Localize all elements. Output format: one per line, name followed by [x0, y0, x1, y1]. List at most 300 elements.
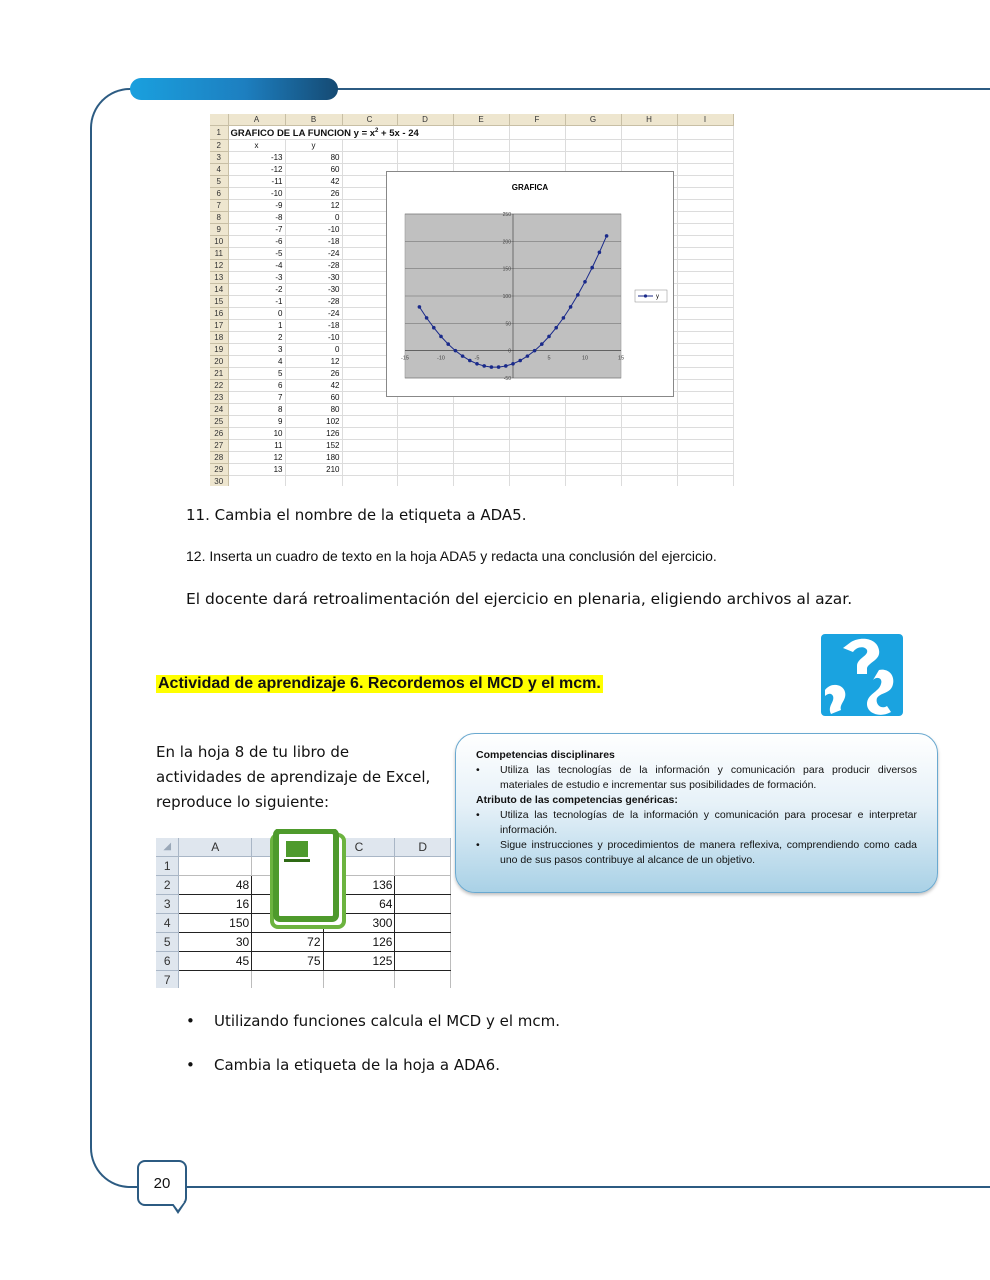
column-header: D: [397, 114, 453, 126]
bullet-item-mcd: • Utilizando funciones calcula el MCD y el mcm.: [186, 1012, 561, 1030]
data-point: [583, 280, 587, 284]
x-value: 12: [228, 452, 285, 464]
x-value: 0: [228, 308, 285, 320]
data-point: [540, 342, 544, 346]
row-number: 16: [210, 308, 228, 320]
cell: [397, 476, 453, 486]
data-point: [598, 250, 602, 254]
cell: [342, 140, 397, 152]
intro-line-1: En la hoja 8 de tu libro de: [156, 743, 350, 761]
table-row: [210, 452, 733, 464]
bullet-text: Utilizando funciones calcula el MCD y el mcm.: [214, 1012, 561, 1030]
data-point: [461, 354, 465, 358]
row-number: 6: [210, 188, 228, 200]
row-number: 7: [210, 200, 228, 212]
data-point: [497, 365, 501, 369]
cell: [621, 152, 677, 164]
atributo-heading: Atributo de las competencias genéricas:: [476, 794, 678, 806]
row-number: 25: [210, 416, 228, 428]
data-point: [439, 335, 443, 339]
header-bar: [130, 78, 338, 100]
cell: [565, 464, 621, 476]
column-header: C: [342, 114, 397, 126]
corner-cell: [210, 114, 228, 126]
data-point: [446, 342, 450, 346]
cell: [677, 416, 733, 428]
cell: [677, 126, 733, 140]
y-tick-label: 200: [502, 239, 511, 246]
cell: [565, 452, 621, 464]
cell: [509, 452, 565, 464]
data-point: [425, 316, 429, 320]
table-cell: 300: [323, 914, 395, 933]
cell: [397, 464, 453, 476]
intro-line-3: reproduce lo siguiente:: [156, 793, 330, 811]
cell: [285, 476, 342, 486]
y-tick-label: 0: [508, 348, 511, 355]
y-value: -24: [285, 248, 342, 260]
cell: [677, 356, 733, 368]
cell: [677, 224, 733, 236]
cell: [453, 476, 509, 486]
cell: [677, 176, 733, 188]
table-cell: 48: [179, 876, 252, 895]
puzzle-icon: [821, 634, 903, 716]
cell: [677, 464, 733, 476]
x-value: -9: [228, 200, 285, 212]
column-header: I: [677, 114, 733, 126]
x-value: -2: [228, 284, 285, 296]
cell: [677, 452, 733, 464]
x-value: 7: [228, 392, 285, 404]
cell: [677, 308, 733, 320]
cell: [395, 876, 451, 895]
y-value: 42: [285, 380, 342, 392]
cell: [453, 464, 509, 476]
data-point: [518, 359, 522, 363]
cell: [397, 152, 453, 164]
cell: [621, 428, 677, 440]
row-number: 3: [210, 152, 228, 164]
cell: [395, 933, 451, 952]
cell: [228, 476, 285, 486]
x-value: 6: [228, 380, 285, 392]
cell: [565, 476, 621, 486]
x-value: -5: [228, 248, 285, 260]
cell: [453, 140, 509, 152]
docente-note: El docente dará retroalimentación del ejercicio en plenaria, eligiendo archivos al azar.: [186, 590, 853, 608]
sheet-title: [228, 126, 453, 140]
x-value: -6: [228, 236, 285, 248]
row-number: 27: [210, 440, 228, 452]
cell: [509, 140, 565, 152]
data-point: [562, 316, 566, 320]
x-value: -8: [228, 212, 285, 224]
cell: [677, 188, 733, 200]
y-value: -30: [285, 284, 342, 296]
atributo-item: • Sigue instrucciones y procedimientos de manera reflexiva, comprendiendo como cada uno de sus pasos contribuye al alcance de un objetivo.: [500, 838, 917, 868]
y-value: 180: [285, 452, 342, 464]
page-number: 20: [137, 1160, 187, 1206]
data-point: [475, 362, 479, 366]
data-point: [576, 293, 580, 297]
table-cell: 136: [323, 876, 395, 895]
intro-line-2: actividades de aprendizaje de Excel,: [156, 768, 431, 786]
x-value: -10: [228, 188, 285, 200]
row-number: 23: [210, 392, 228, 404]
cell: [509, 126, 565, 140]
cell: [395, 895, 451, 914]
cell: [677, 140, 733, 152]
cell: [677, 152, 733, 164]
y-value: 126: [285, 428, 342, 440]
chart-svg: [387, 172, 673, 396]
column-header: H: [621, 114, 677, 126]
x-value: -1: [228, 296, 285, 308]
cell: [323, 971, 395, 989]
cell: [453, 428, 509, 440]
x-tick-label: -5: [474, 355, 480, 362]
row-number: 14: [210, 284, 228, 296]
data-point: [554, 326, 558, 330]
x-value: 10: [228, 428, 285, 440]
y-value: -30: [285, 272, 342, 284]
x-value: -13: [228, 152, 285, 164]
title-text-rest: + 5x - 24: [378, 128, 419, 140]
cell: [509, 404, 565, 416]
cell: [395, 971, 451, 989]
cell: [621, 404, 677, 416]
cell: [453, 452, 509, 464]
cell: [621, 476, 677, 486]
title-exponent: 2: [375, 128, 379, 134]
y-value: -28: [285, 296, 342, 308]
step-11: 11. Cambia el nombre de la etiqueta a ADA5.: [186, 506, 527, 524]
column-header: F: [509, 114, 565, 126]
table-row: [210, 464, 733, 476]
data-point: [490, 365, 494, 369]
table-row: [210, 440, 733, 452]
cell: [565, 404, 621, 416]
data-point: [454, 349, 458, 353]
cell: [677, 164, 733, 176]
x-value: 2: [228, 332, 285, 344]
cell: [179, 971, 252, 989]
x-tick-label: 10: [581, 355, 589, 362]
row-number: 18: [210, 332, 228, 344]
x-tick-label: 15: [617, 355, 625, 362]
table-cell: 72: [252, 933, 323, 952]
row-number: 1: [156, 857, 179, 876]
corner-cell: ◢: [156, 838, 179, 857]
x-value: 9: [228, 416, 285, 428]
row-number: 17: [210, 320, 228, 332]
x-value: 11: [228, 440, 285, 452]
y-tick-label: 100: [502, 294, 511, 300]
x-value: 4: [228, 356, 285, 368]
y-tick-label: 250: [502, 212, 511, 218]
cell: [252, 971, 323, 989]
data-point: [432, 326, 436, 330]
y-value: -18: [285, 236, 342, 248]
table-row: [156, 952, 451, 971]
y-tick-label: -50: [503, 376, 511, 382]
x-tick-label: -10: [437, 355, 445, 362]
cell: [509, 152, 565, 164]
table-cell: 45: [179, 952, 252, 971]
cell: [677, 380, 733, 392]
column-header: A: [179, 838, 252, 857]
table-cell: 75: [252, 952, 323, 971]
y-value: -10: [285, 224, 342, 236]
data-point: [547, 335, 551, 339]
y-value: 152: [285, 440, 342, 452]
row-number: 10: [210, 236, 228, 248]
chart-grafica: [386, 171, 674, 397]
chart-title: GRAFICA: [511, 183, 549, 192]
y-value: 102: [285, 416, 342, 428]
cell: [677, 332, 733, 344]
cell: [621, 126, 677, 140]
data-point: [590, 266, 594, 270]
cell: [677, 296, 733, 308]
row-number: 5: [210, 176, 228, 188]
y-value: 42: [285, 176, 342, 188]
activity-title: Actividad de aprendizaje 6. Recordemos el MCD y el mcm.: [158, 675, 601, 692]
y-value: 0: [285, 212, 342, 224]
cell: [677, 320, 733, 332]
y-value: 26: [285, 188, 342, 200]
x-value: -11: [228, 176, 285, 188]
row-number: 4: [156, 914, 179, 933]
cell: [621, 440, 677, 452]
row-number: 29: [210, 464, 228, 476]
cell: [565, 428, 621, 440]
cell: [342, 404, 397, 416]
y-value: 26: [285, 368, 342, 380]
legend-label: y: [656, 294, 659, 300]
y-value: -28: [285, 260, 342, 272]
cell: [565, 416, 621, 428]
header-x: x: [228, 140, 285, 152]
cell: [677, 404, 733, 416]
row-number: 24: [210, 404, 228, 416]
column-header: B: [285, 114, 342, 126]
data-point: [418, 305, 422, 309]
y-value: -10: [285, 332, 342, 344]
row-number: 6: [156, 952, 179, 971]
cell: [677, 392, 733, 404]
cell: [509, 428, 565, 440]
y-value: 12: [285, 356, 342, 368]
column-header: C: [323, 838, 395, 857]
row-number: 26: [210, 428, 228, 440]
cell: [397, 440, 453, 452]
y-value: 210: [285, 464, 342, 476]
column-header: G: [565, 114, 621, 126]
y-value: -18: [285, 320, 342, 332]
row-number: 28: [210, 452, 228, 464]
cell: [677, 248, 733, 260]
table-cell: 150: [179, 914, 252, 933]
cell: [395, 857, 451, 876]
y-tick-label: 150: [502, 266, 511, 273]
row-number: 21: [210, 368, 228, 380]
row-number: 30: [210, 476, 228, 486]
y-value: 80: [285, 152, 342, 164]
cell: [509, 416, 565, 428]
y-value: -24: [285, 308, 342, 320]
row-number: 22: [210, 380, 228, 392]
y-value: 60: [285, 392, 342, 404]
cell: [677, 284, 733, 296]
row-number: 7: [156, 971, 179, 989]
cell: [453, 152, 509, 164]
cell: [621, 464, 677, 476]
y-tick-label: 50: [505, 321, 511, 328]
competencias-box: [455, 733, 938, 893]
row-number: 8: [210, 212, 228, 224]
data-point: [533, 349, 537, 353]
cell: [509, 464, 565, 476]
cell: [397, 140, 453, 152]
y-value: 80: [285, 404, 342, 416]
cell: [395, 914, 451, 933]
y-value: 12: [285, 200, 342, 212]
table-row: [210, 152, 733, 164]
cell: [509, 476, 565, 486]
cell: [397, 452, 453, 464]
y-value: 60: [285, 164, 342, 176]
cell: [342, 464, 397, 476]
cell: [342, 440, 397, 452]
cell: [397, 416, 453, 428]
cell: [342, 452, 397, 464]
legend-marker: [644, 294, 647, 297]
data-point: [526, 354, 530, 358]
cell: [342, 476, 397, 486]
table-cell: 64: [323, 895, 395, 914]
y-value: 0: [285, 344, 342, 356]
x-tick-label: 5: [547, 355, 551, 362]
header-y: y: [285, 140, 342, 152]
competencias-heading: Competencias disciplinares: [476, 749, 615, 761]
row-number: 5: [156, 933, 179, 952]
column-header: D: [395, 838, 451, 857]
data-point: [504, 364, 508, 368]
row-number: 4: [210, 164, 228, 176]
cell: [677, 428, 733, 440]
row-number: 9: [210, 224, 228, 236]
bullet-item-etiqueta: • Cambia la etiqueta de la hoja a ADA6.: [186, 1056, 500, 1074]
cell: [453, 416, 509, 428]
row-number: 3: [156, 895, 179, 914]
cell: [677, 272, 733, 284]
cell: [565, 140, 621, 152]
cell: [677, 344, 733, 356]
table-row: [210, 428, 733, 440]
cell: [677, 200, 733, 212]
x-tick-label: -15: [401, 355, 409, 362]
row-number: 2: [210, 140, 228, 152]
x-value: -3: [228, 272, 285, 284]
x-value: 3: [228, 344, 285, 356]
row-number: 12: [210, 260, 228, 272]
cell: [621, 140, 677, 152]
x-value: 5: [228, 368, 285, 380]
cell: [397, 404, 453, 416]
table-cell: 126: [323, 933, 395, 952]
activity-intro: [156, 740, 456, 815]
cell: [453, 440, 509, 452]
cell: [342, 152, 397, 164]
cell: [342, 416, 397, 428]
cell: [453, 126, 509, 140]
data-point: [468, 359, 472, 363]
atributo-item: • Utiliza las tecnologías de la información y comunicación para procesar e interpretar información.: [500, 808, 917, 838]
title-text: GRAFICO DE LA FUNCION y = x: [230, 128, 376, 140]
cell: [621, 452, 677, 464]
row-number: 15: [210, 296, 228, 308]
cell: [397, 428, 453, 440]
x-value: 13: [228, 464, 285, 476]
cell: [677, 212, 733, 224]
cell: [621, 416, 677, 428]
cell: [395, 952, 451, 971]
row-number: 13: [210, 272, 228, 284]
row-number: 19: [210, 344, 228, 356]
table-cell: 16: [179, 895, 252, 914]
cell: [565, 126, 621, 140]
bullet-text: Cambia la etiqueta de la hoja a ADA6.: [214, 1056, 500, 1074]
table-row: [156, 933, 451, 952]
table-cell: 30: [179, 933, 252, 952]
page-number-tail-inner: [172, 1202, 184, 1210]
competencia-item: • Utiliza las tecnologías de la información y comunicación para producir diversos materiales de estudio e incrementar sus posibilidades de formación.: [500, 763, 917, 793]
x-value: 1: [228, 320, 285, 332]
row-number: 1: [210, 126, 228, 140]
x-value: -12: [228, 164, 285, 176]
column-header: A: [228, 114, 285, 126]
cell: [565, 152, 621, 164]
notebook-icon: [268, 829, 348, 929]
x-value: -7: [228, 224, 285, 236]
cell: [677, 236, 733, 248]
data-point: [511, 362, 515, 366]
x-value: 8: [228, 404, 285, 416]
cell: [677, 440, 733, 452]
row-number: 2: [156, 876, 179, 895]
cell: [453, 404, 509, 416]
cell: [677, 476, 733, 486]
cell: [565, 440, 621, 452]
data-point: [482, 364, 486, 368]
step-12: 12. Inserta un cuadro de texto en la hoja ADA5 y redacta una conclusión del ejercicio.: [186, 548, 717, 564]
x-value: -4: [228, 260, 285, 272]
cell: [179, 857, 252, 876]
data-point: [605, 234, 609, 238]
column-header: E: [453, 114, 509, 126]
row-number: 20: [210, 356, 228, 368]
cell: [677, 260, 733, 272]
cell: [677, 368, 733, 380]
row-number: 11: [210, 248, 228, 260]
data-point: [569, 305, 573, 309]
table-row: [210, 404, 733, 416]
cell: [509, 440, 565, 452]
table-row: [210, 416, 733, 428]
table-cell: 125: [323, 952, 395, 971]
